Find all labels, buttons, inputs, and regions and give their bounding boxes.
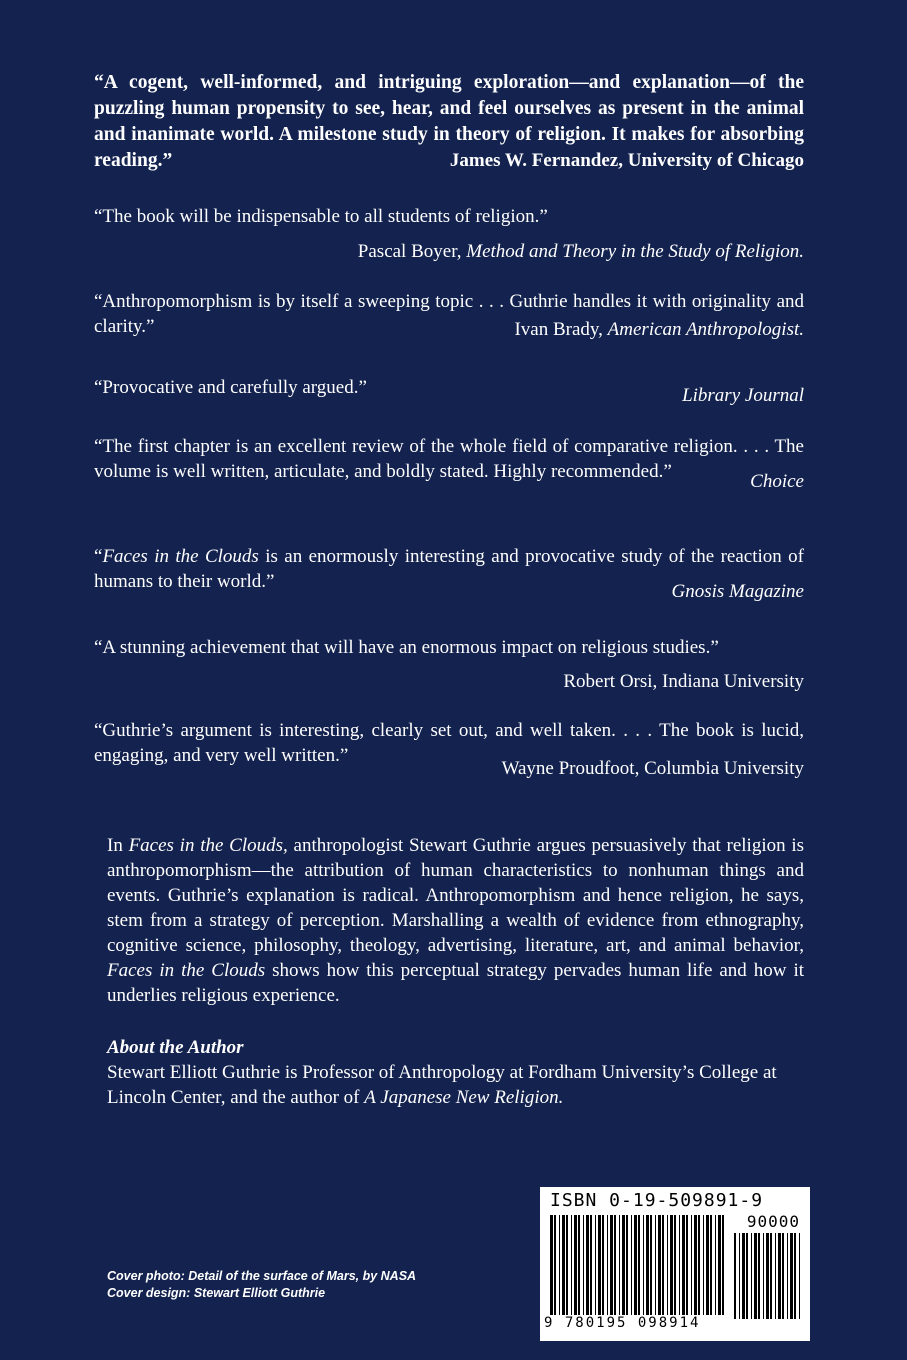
quote-attribution — [94, 239, 804, 264]
barcode-bar — [782, 1233, 784, 1319]
barcode-bar — [674, 1215, 676, 1315]
blurb-lead: In — [107, 835, 129, 856]
other-book-title: A Japanese New Religion. — [364, 1087, 564, 1108]
barcode-bar — [595, 1215, 596, 1315]
barcode-bar — [634, 1215, 637, 1315]
book-title: Faces in the Clouds, — [128, 835, 288, 856]
barcode-bar — [583, 1215, 584, 1315]
barcode-bar — [574, 1215, 577, 1315]
author-bio: Stewart Elliott Guthrie is Professor of Anthropology at Fordham University’s College at Lincoln Center, and the author of — [107, 1062, 777, 1108]
barcode-bar — [619, 1215, 620, 1315]
barcode-bar — [710, 1215, 712, 1315]
barcode-bar — [703, 1215, 704, 1315]
attribution-source: Method and Theory in the Study of Religion. — [466, 241, 804, 262]
barcode-bar — [775, 1233, 776, 1319]
barcode-bar — [670, 1215, 673, 1315]
attribution-source: Gnosis Magazine — [671, 581, 804, 602]
barcode-bar — [643, 1215, 644, 1315]
barcode-bar — [763, 1233, 764, 1319]
quote-body: is an enormously interesting and provocative study of the reaction of humans to their world.” — [94, 546, 804, 592]
barcode-bar — [607, 1215, 608, 1315]
cover-credits — [107, 1268, 416, 1302]
barcode-bar — [751, 1233, 752, 1319]
barcode-bar — [610, 1215, 613, 1315]
barcode-bar — [790, 1233, 793, 1319]
quote-text: “A cogent, well-informed, and intriguing exploration—and explanation—of the puzzling human propensity to see, hear, and feel ourselves as present in the animal and inanimate world. A milestone study in theory of religion. It makes for absorbing reading.” — [94, 72, 804, 171]
quote-text: “Provocative and carefully argued.” — [94, 377, 367, 398]
barcode-bar — [631, 1215, 632, 1315]
attribution-name: Ivan Brady, — [514, 319, 608, 340]
barcode-bar — [554, 1215, 556, 1315]
barcode-bar — [571, 1215, 572, 1315]
barcode-bar — [799, 1233, 800, 1319]
quote-choice — [94, 434, 804, 494]
barcode-bar — [646, 1215, 649, 1315]
barcode-bar — [754, 1233, 757, 1319]
barcode-bar — [559, 1215, 560, 1315]
barcode-bar — [667, 1215, 668, 1315]
barcode-bar — [706, 1215, 709, 1315]
barcode-bar — [742, 1233, 745, 1319]
barcode-bar — [691, 1215, 692, 1315]
barcode-bar — [662, 1215, 664, 1315]
barcode-bar — [655, 1215, 656, 1315]
barcode-bar — [770, 1233, 772, 1319]
barcode-bar — [686, 1215, 688, 1315]
about-heading: About the Author — [107, 1037, 244, 1058]
barcode-bar — [550, 1215, 553, 1315]
quote-boyer — [94, 204, 804, 264]
about-text — [107, 1060, 804, 1110]
barcode — [540, 1187, 810, 1341]
attribution-source: Library Journal — [682, 385, 804, 406]
barcode-bar — [722, 1215, 724, 1315]
barcode-bar — [778, 1233, 781, 1319]
barcode-bar — [694, 1215, 697, 1315]
barcode-bar — [739, 1233, 740, 1319]
barcode-bar — [586, 1215, 589, 1315]
quote-gnosis — [94, 544, 804, 604]
barcode-bar — [650, 1215, 652, 1315]
ean-bars — [550, 1215, 726, 1315]
quote-library-journal — [94, 375, 804, 408]
barcode-bar — [715, 1215, 716, 1315]
barcode-bar — [590, 1215, 592, 1315]
barcode-bar — [602, 1215, 604, 1315]
barcode-bar — [766, 1233, 769, 1319]
ean-digits: 9 780195 098914 — [544, 1315, 701, 1331]
barcode-bar — [718, 1215, 721, 1315]
quote-text: “Anthropomorphism is by itself a sweeping topic . . . Guthrie handles it with originality and clarity.” — [94, 291, 804, 337]
quote-proudfoot — [94, 718, 804, 781]
attribution-name: Pascal Boyer, — [357, 241, 467, 262]
quote-text: “The book will be indispensable to all students of religion.” — [94, 206, 548, 227]
book-title: Faces in the Clouds — [107, 960, 266, 981]
about-author — [107, 1035, 804, 1110]
blurb-text: shows how this perceptual strategy pervades human life and how it underlies religious experience. — [107, 960, 805, 1006]
barcode-bar — [746, 1233, 748, 1319]
cover-photo-credit: Cover photo: Detail of the surface of Mars, by NASA — [107, 1269, 417, 1283]
barcode-bar — [622, 1215, 625, 1315]
barcode-bar — [698, 1215, 700, 1315]
quote-attribution: James W. Fernandez, University of Chicago — [449, 150, 804, 171]
barcode-bar — [614, 1215, 616, 1315]
barcode-bar — [734, 1233, 736, 1319]
barcode-bar — [598, 1215, 601, 1315]
attribution-source: American Anthropologist. — [607, 319, 804, 340]
quote-attribution — [94, 317, 804, 342]
attribution-source: Choice — [750, 471, 804, 492]
quote-text: “Guthrie’s argument is interesting, clearly set out, and well taken. . . . The book is lucid, engaging, and very well written.” — [94, 720, 804, 766]
blurb-text: anthropologist Stewart Guthrie argues persuasively that religion is anthropomorphism—the attribution of human characteristics to nonhuman things and events. Guthrie’s explanation is radical. Anthropomorphism and hence religion, he says, stem from a strategy of perception. Marshalling a wealth of evidence from ethnography, cognitive science, philosophy, theology, advertising, literature, art, and animal behavior, — [107, 835, 805, 956]
barcode-bar — [682, 1215, 685, 1315]
book-description — [107, 833, 804, 1008]
quote-attribution: Robert Orsi, Indiana University — [563, 671, 804, 692]
quote-orsi — [94, 635, 804, 694]
quote-text: “A stunning achievement that will have an enormous impact on religious studies.” — [94, 637, 719, 658]
barcode-bar — [794, 1233, 796, 1319]
cover-design-credit: Cover design: Stewart Elliott Guthrie — [107, 1286, 326, 1300]
quote-brady — [94, 289, 804, 342]
barcode-bar — [658, 1215, 661, 1315]
barcode-bar — [758, 1233, 760, 1319]
barcode-bar — [679, 1215, 680, 1315]
barcode-bar — [638, 1215, 640, 1315]
barcode-bar — [578, 1215, 580, 1315]
quote-attribution: Wayne Proudfoot, Columbia University — [501, 758, 804, 779]
isbn-label: ISBN 0-19-509891-9 — [550, 1190, 764, 1211]
quote-text: “Faces in the Clouds is an enormously interesting and provocative study of the reaction of humans to their world.” — [94, 546, 804, 592]
barcode-bar — [562, 1215, 565, 1315]
barcode-bar — [566, 1215, 568, 1315]
price-code: 90000 — [746, 1212, 800, 1231]
barcode-bar — [626, 1215, 628, 1315]
barcode-bar — [787, 1233, 788, 1319]
quote-fernandez — [94, 70, 804, 173]
addon-bars — [734, 1233, 800, 1319]
quote-text: “The first chapter is an excellent review of the whole field of comparative religion. . . . The volume is well written, articulate, and boldly stated. Highly recommended.” — [94, 436, 804, 482]
book-title: Faces in the Clouds — [102, 546, 259, 567]
